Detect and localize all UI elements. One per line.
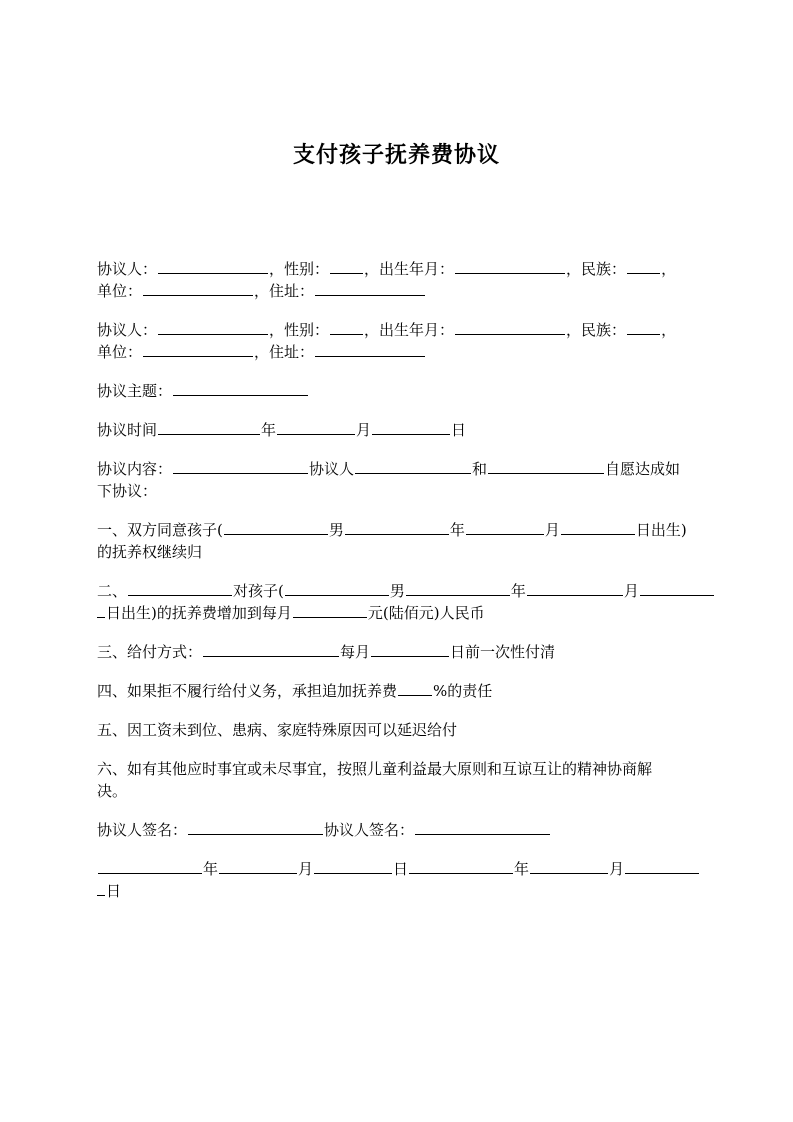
time-year-blank[interactable] bbox=[158, 419, 260, 435]
party1-birth-label: ，出生年月： bbox=[364, 260, 455, 278]
content-party2-blank[interactable] bbox=[488, 458, 604, 474]
party1-address-label: ，住址： bbox=[254, 282, 315, 300]
party2-line2 bbox=[97, 341, 703, 363]
clause2-block bbox=[97, 580, 703, 624]
clause1-prefix: 一、双方同意孩子( bbox=[97, 521, 223, 539]
signature2-blank[interactable] bbox=[415, 819, 550, 835]
date1-day: 日 bbox=[393, 860, 409, 878]
content-line2: 下协议： bbox=[97, 482, 158, 500]
clause1-month-blank[interactable] bbox=[466, 519, 544, 535]
party1-line2 bbox=[97, 280, 703, 302]
clause2-born: 日出生)的抚养费增加到每月 bbox=[106, 604, 292, 622]
party1-ethnic-label: ，民族： bbox=[566, 260, 627, 278]
clause1-block bbox=[97, 519, 703, 563]
party2-line1 bbox=[97, 319, 703, 341]
clause3-prefix: 三、给付方式： bbox=[97, 643, 203, 661]
subject-line bbox=[97, 380, 703, 402]
clause3-method-blank[interactable] bbox=[203, 641, 339, 657]
clause1-day-blank[interactable] bbox=[561, 519, 635, 535]
party2-gender-label: ，性别： bbox=[269, 321, 330, 339]
content-party1-blank[interactable] bbox=[355, 458, 471, 474]
clause2-line1 bbox=[97, 580, 703, 602]
party2-block bbox=[97, 319, 703, 363]
clause6-block bbox=[97, 758, 703, 802]
party1-unit-label: 单位： bbox=[97, 282, 143, 300]
clause2-amount: 元(陆佰元)人民币 bbox=[367, 604, 485, 622]
clause1-child-name-blank[interactable] bbox=[224, 519, 328, 535]
clause1-year: 年 bbox=[449, 521, 465, 539]
clause3-monthly: 每月 bbox=[340, 643, 371, 661]
clause2-payer-blank[interactable] bbox=[128, 580, 232, 596]
clause2-day-blank-part1[interactable] bbox=[640, 580, 714, 596]
date2-day: 日 bbox=[106, 882, 122, 900]
document-body bbox=[97, 258, 703, 919]
party2-ethnic-blank[interactable] bbox=[627, 319, 660, 335]
date1-year: 年 bbox=[203, 860, 219, 878]
party1-birth-blank[interactable] bbox=[455, 258, 565, 274]
content-and-label: 和 bbox=[472, 460, 488, 478]
clause3-line bbox=[97, 641, 703, 663]
content-tail1: 自愿达成如 bbox=[605, 460, 681, 478]
content-party-label: 协议人 bbox=[309, 460, 355, 478]
clause2-child-name-blank[interactable] bbox=[285, 580, 389, 596]
party1-name-blank[interactable] bbox=[158, 258, 268, 274]
signature2-label: 协议人签名： bbox=[324, 821, 415, 839]
date2-day-blank-part2[interactable] bbox=[97, 880, 105, 896]
party2-gender-blank[interactable] bbox=[330, 319, 363, 335]
clause2-line2 bbox=[97, 602, 703, 624]
party2-address-blank[interactable] bbox=[315, 341, 425, 357]
party1-address-blank[interactable] bbox=[315, 280, 425, 296]
content-line1 bbox=[97, 458, 703, 480]
clause1-year-blank[interactable] bbox=[345, 519, 449, 535]
party1-gender-blank[interactable] bbox=[330, 258, 363, 274]
clause2-month-blank[interactable] bbox=[527, 580, 623, 596]
party2-birth-blank[interactable] bbox=[455, 319, 565, 335]
time-day-blank[interactable] bbox=[372, 419, 450, 435]
clause1-born: 日出生) bbox=[635, 521, 687, 539]
document-title: 支付孩子抚养费协议 bbox=[292, 143, 500, 168]
clause2-year-blank[interactable] bbox=[406, 580, 510, 596]
date2-month: 月 bbox=[609, 860, 625, 878]
date-line2 bbox=[97, 880, 703, 902]
time-month-label: 月 bbox=[356, 421, 372, 439]
party2-ethnic-label: ，民族： bbox=[566, 321, 627, 339]
time-month-blank[interactable] bbox=[277, 419, 355, 435]
clause2-to-child: 对孩子( bbox=[233, 582, 284, 600]
clause2-year: 年 bbox=[510, 582, 526, 600]
clause2-prefix: 二、 bbox=[97, 582, 128, 600]
party1-block bbox=[97, 258, 703, 302]
clause2-male: 男 bbox=[389, 582, 405, 600]
date1-month-blank[interactable] bbox=[219, 858, 297, 874]
subject-blank[interactable] bbox=[173, 380, 308, 396]
date2-day-blank-part1[interactable] bbox=[625, 858, 699, 874]
clause5-line: 五、因工资未到位、患病、家庭特殊原因可以延迟给付 bbox=[97, 721, 458, 739]
signature-line bbox=[97, 819, 703, 841]
party1-label: 协议人： bbox=[97, 260, 158, 278]
clause4-prefix: 四、如果拒不履行给付义务，承担追加抚养费 bbox=[97, 682, 398, 700]
signature1-blank[interactable] bbox=[188, 819, 323, 835]
party2-label: 协议人： bbox=[97, 321, 158, 339]
clause1-month: 月 bbox=[544, 521, 560, 539]
date1-month: 月 bbox=[298, 860, 314, 878]
clause3-tail: 日前一次性付清 bbox=[450, 643, 556, 661]
party2-line1-end: ， bbox=[661, 321, 677, 339]
time-year-label: 年 bbox=[261, 421, 277, 439]
date2-month-blank[interactable] bbox=[530, 858, 608, 874]
date-line1 bbox=[97, 858, 703, 880]
party1-line1-end: ， bbox=[661, 260, 677, 278]
clause3-day-blank[interactable] bbox=[371, 641, 449, 657]
party2-unit-blank[interactable] bbox=[143, 341, 253, 357]
date2-year: 年 bbox=[514, 860, 530, 878]
clause2-day-blank-part2[interactable] bbox=[97, 602, 105, 618]
time-line bbox=[97, 419, 703, 441]
content-label: 协议内容： bbox=[97, 460, 173, 478]
party1-unit-blank[interactable] bbox=[143, 280, 253, 296]
clause1-line1 bbox=[97, 519, 703, 541]
date2-year-blank[interactable] bbox=[409, 858, 513, 874]
party1-ethnic-blank[interactable] bbox=[627, 258, 660, 274]
date1-day-blank[interactable] bbox=[314, 858, 392, 874]
date-block bbox=[97, 858, 703, 902]
clause4-line bbox=[97, 680, 703, 702]
party2-birth-label: ，出生年月： bbox=[364, 321, 455, 339]
clause1-male: 男 bbox=[328, 521, 344, 539]
clause6-line2: 决。 bbox=[97, 782, 128, 800]
party1-gender-label: ，性别： bbox=[269, 260, 330, 278]
party2-unit-label: 单位： bbox=[97, 343, 143, 361]
signature1-label: 协议人签名： bbox=[97, 821, 188, 839]
clause4-tail: %的责任 bbox=[433, 682, 493, 700]
content-block bbox=[97, 458, 703, 502]
party1-line1 bbox=[97, 258, 703, 280]
party2-address-label: ，住址： bbox=[254, 343, 315, 361]
clause2-amount-blank[interactable] bbox=[293, 602, 367, 618]
date1-year-blank[interactable] bbox=[98, 858, 202, 874]
clause4-percent-blank[interactable] bbox=[398, 680, 432, 696]
subject-label: 协议主题： bbox=[97, 382, 173, 400]
party2-name-blank[interactable] bbox=[158, 319, 268, 335]
clause2-month: 月 bbox=[623, 582, 639, 600]
time-day-label: 日 bbox=[451, 421, 467, 439]
time-label: 协议时间 bbox=[97, 421, 158, 439]
clause1-line2: 的抚养权继续归 bbox=[97, 543, 203, 561]
content-blank[interactable] bbox=[173, 458, 308, 474]
clause6-line1: 六、如有其他应时事宜或未尽事宜，按照儿童利益最大原则和互谅互让的精神协商解 bbox=[97, 760, 653, 778]
